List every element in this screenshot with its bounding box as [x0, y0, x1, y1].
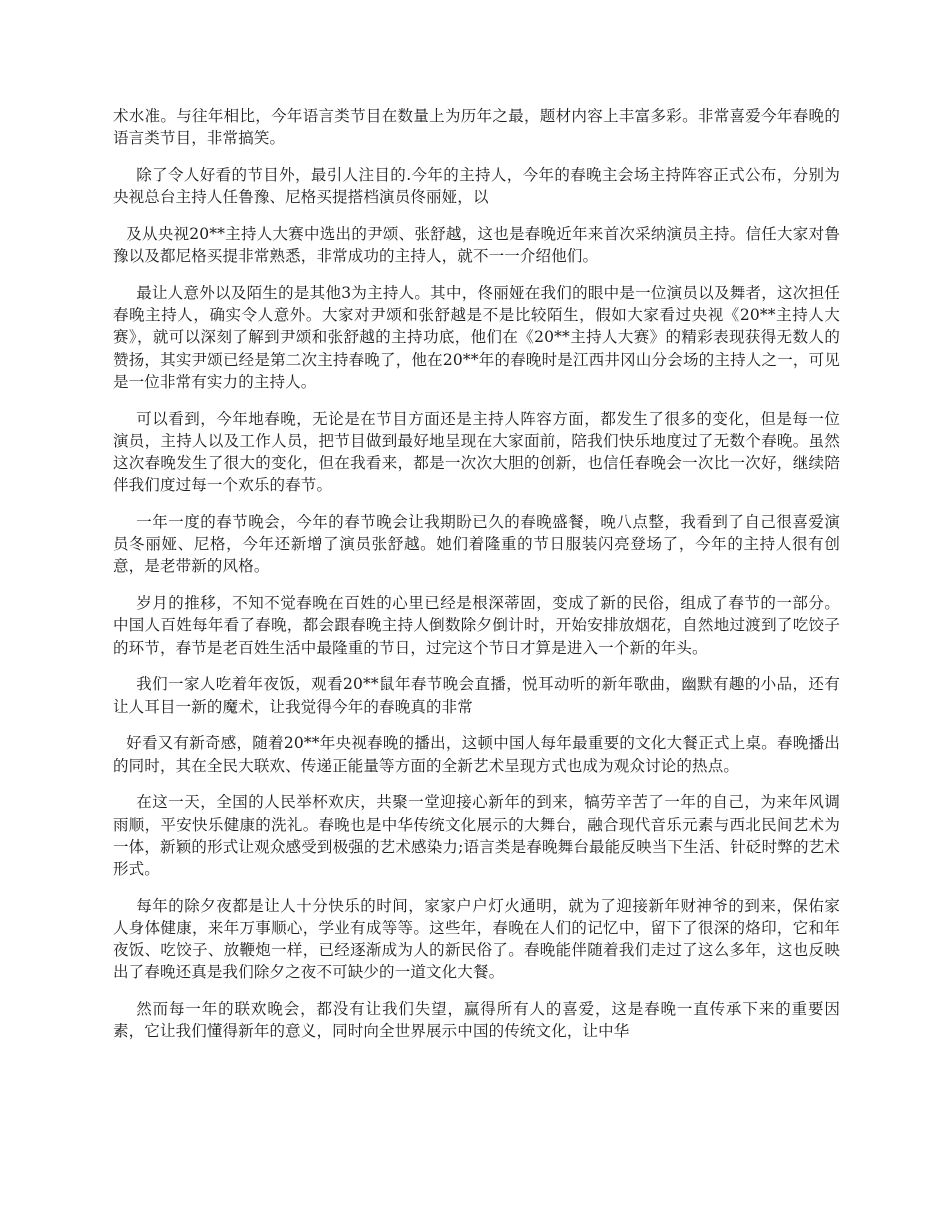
paragraph-7: 岁月的推移，不知不觉春晚在百姓的心里已经是根深蒂固，变成了新的民俗，组成了春节的一部分。中国人百姓每年看了春晚，都会跟春晚主持人倒数除夕倒计时，开始安排放烟花，自然地过渡到了吃饺子的环节，春节是老百姓生活中最隆重的节日，过完这个节日才算是进入一个新的年头。 [113, 594, 840, 657]
paragraph-8: 我们一家人吃着年夜饭，观看20**鼠年春节晚会直播，悦耳动听的新年歌曲，幽默有趣的小品，还有让人耳目一新的魔术，让我觉得今年的春晚真的非常 [113, 675, 840, 716]
paragraph-11: 每年的除夕夜都是让人十分快乐的时间，家家户户灯火通明，就为了迎接新年财神爷的到来，保佑家人身体健康，来年万事顺心，学业有成等等。这些年，春晚在人们的记忆中，留下了很深的烙印，它和年夜饭、吃饺子、放鞭炮一样，已经逐渐成为人的新民俗了。春晚能伴随着我们走过了这么多年，这也反映出了春晚还真是我们除夕之夜不可缺少的一道文化大餐。 [113, 896, 840, 982]
paragraph-4: 最让人意外以及陌生的是其他3为主持人。其中，佟丽娅在我们的眼中是一位演员以及舞者，这次担任春晚主持人，确实令人意外。大家对尹颂和张舒越是不是比较陌生，假如大家看过央视《20**主持人大赛》，就可以深刻了解到尹颂和张舒越的主持功底，他们在《20**主持人大赛》的精彩表现获得无数人的赞扬，其实尹颂已经是第二次主持春晚了，他在20**年的春晚时是江西井冈山分会场的主持人之一，可见是一位非常有实力的主持人。 [113, 284, 840, 391]
paragraph-12: 然而每一年的联欢晚会，都没有让我们失望，赢得所有人的喜爱，这是春晚一直传承下来的重要因素，它让我们懂得新年的意义，同时向全世界展示中国的传统文化，让中华 [113, 1000, 840, 1041]
paragraph-3: 及从央视20**主持人大赛中选出的尹颂、张舒越，这也是春晚近年来首次采纳演员主持。信任大家对鲁豫以及都尼格买提非常熟悉，非常成功的主持人，就不一一介绍他们。 [113, 225, 840, 266]
paragraph-1: 术水准。与往年相比，今年语言类节目在数量上为历年之最，题材内容上丰富多彩。非常喜爱今年春晚的语言类节目，非常搞笑。 [113, 107, 840, 148]
document-body [113, 105, 840, 1057]
paragraph-9: 好看又有新奇感，随着20**年央视春晚的播出，这顿中国人每年最重要的文化大餐正式上桌。春晚播出的同时，其在全民大联欢、传递正能量等方面的全新艺术呈现方式也成为观众讨论的热点。 [113, 734, 840, 775]
paragraph-6: 一年一度的春节晚会，今年的春节晚会让我期盼已久的春晚盛餐，晚八点整，我看到了自己很喜爱演员冬丽娅、尼格，今年还新增了演员张舒越。她们着隆重的节日服装闪亮登场了，今年的主持人很有创意，是老带新的风格。 [113, 513, 840, 576]
paragraph-5: 可以看到，今年地春晚，无论是在节目方面还是主持人阵容方面，都发生了很多的变化，但是每一位演员，主持人以及工作人员，把节目做到最好地呈现在大家面前，陪我们快乐地度过了无数个春晚。虽然这次春晚发生了很大的变化，但在我看来，都是一次次大胆的创新，也信任春晚会一次比一次好，继续陪伴我们度过每一个欢乐的春节。 [113, 409, 840, 495]
paragraph-2: 除了令人好看的节目外，最引人注目的.今年的主持人，今年的春晚主会场主持阵容正式公布，分别为央视总台主持人任鲁豫、尼格买提搭档演员佟丽娅，以 [113, 166, 840, 207]
paragraph-10: 在这一天，全国的人民举杯欢庆，共聚一堂迎接心新年的到来，犒劳辛苦了一年的自己，为来年风调雨顺，平安快乐健康的洗礼。春晚也是中华传统文化展示的大舞台，融合现代音乐元素与西北民间艺术为一体，新颖的形式让观众感受到极强的艺术感染力;语言类是春晚舞台最能反映当下生活、针砭时弊的艺术形式。 [113, 793, 840, 879]
